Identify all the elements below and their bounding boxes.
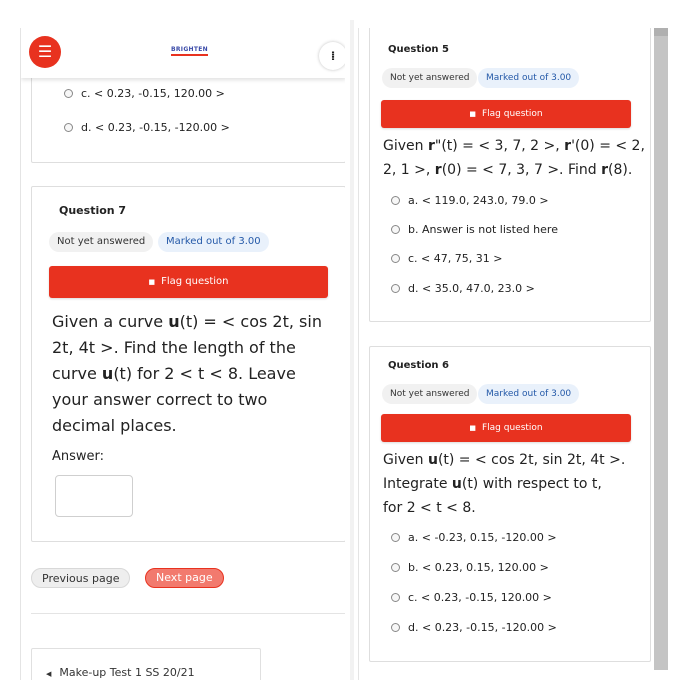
brand-logo: BRIGHTEN — [171, 46, 208, 56]
app-header — [21, 28, 345, 78]
flag-question-button[interactable] — [381, 100, 631, 128]
flag-icon: ■ — [148, 278, 156, 286]
answer-option-b[interactable] — [391, 561, 549, 574]
answer-option-d[interactable] — [391, 282, 535, 295]
answer-option-c[interactable] — [391, 252, 502, 265]
answer-option-a[interactable] — [391, 194, 549, 207]
menu-icon[interactable]: ☰ — [29, 36, 61, 68]
answer-option-c[interactable] — [64, 87, 225, 100]
answer-option-c[interactable] — [391, 591, 552, 604]
answer-label: Answer: — [52, 449, 105, 464]
question-title: Question 7 — [59, 204, 127, 217]
radio-icon[interactable] — [391, 593, 400, 602]
question-text: Given a curve u(t) = < cos 2t, sin 2t, 4t >. Find the length of the curve u(t) for 2 < t < 8. Leave your answer correct to two decimal places. — [52, 312, 322, 435]
scrollbar-thumb[interactable] — [654, 28, 668, 36]
answer-status-badge: Not yet answered — [49, 232, 153, 252]
answer-option-d[interactable] — [64, 121, 230, 134]
option-label: c. < 0.23, -0.15, 120.00 > — [408, 591, 552, 604]
drawer-toggle-icon[interactable]: ⁞ — [319, 42, 345, 70]
option-label: b. Answer is not listed here — [408, 223, 558, 236]
question-text: Given r"(t) = < 3, 7, 2 >, r'(0) = < 2, 2, 1 >, r(0) = < 7, 3, 7 >. Find r(8). — [383, 138, 645, 178]
question-title: Question 6 — [388, 360, 449, 371]
flag-question-button[interactable] — [49, 266, 328, 298]
answer-status-badge: Not yet answered — [382, 384, 477, 404]
radio-icon[interactable] — [64, 123, 73, 132]
flag-icon: ■ — [469, 424, 476, 432]
option-label: a. < -0.23, 0.15, -120.00 > — [408, 531, 557, 544]
flag-label: Flag question — [481, 109, 543, 119]
radio-icon[interactable] — [391, 623, 400, 632]
flag-label: Flag question — [161, 276, 229, 287]
radio-icon[interactable] — [64, 89, 73, 98]
previous-activity-label: Make-up Test 1 SS 20/21 — [59, 666, 195, 679]
option-label: a. < 119.0, 243.0, 79.0 > — [408, 194, 549, 207]
radio-icon[interactable] — [391, 254, 400, 263]
left-screenshot-panel — [20, 28, 345, 680]
radio-icon[interactable] — [391, 563, 400, 572]
divider — [31, 613, 345, 614]
question-7-card — [31, 186, 345, 542]
arrow-left-icon: ◀ — [46, 670, 52, 678]
panel-divider — [350, 20, 354, 680]
radio-icon[interactable] — [391, 225, 400, 234]
marks-badge: Marked out of 3.00 — [478, 68, 579, 88]
next-page-button[interactable]: Next page — [145, 568, 224, 588]
answer-option-d[interactable] — [391, 621, 557, 634]
flag-label: Flag question — [481, 423, 543, 433]
flag-icon: ■ — [469, 110, 476, 118]
option-label: d. < 0.23, -0.15, -120.00 > — [81, 121, 230, 134]
option-label: c. < 47, 75, 31 > — [408, 252, 503, 265]
option-label: b. < 0.23, 0.15, 120.00 > — [408, 561, 549, 574]
scrollbar[interactable] — [654, 28, 668, 670]
flag-question-button[interactable] — [381, 414, 631, 442]
radio-icon[interactable] — [391, 196, 400, 205]
answer-status-badge: Not yet answered — [382, 68, 477, 88]
answer-option-b[interactable] — [391, 223, 558, 236]
previous-page-button[interactable]: Previous page — [31, 568, 130, 588]
marks-badge: Marked out of 3.00 — [158, 232, 269, 252]
option-label: c. < 0.23, -0.15, 120.00 > — [81, 87, 225, 100]
answer-option-a[interactable] — [391, 531, 557, 544]
answer-input[interactable] — [55, 475, 133, 517]
question-text: Given u(t) = < cos 2t, sin 2t, 4t >. Integrate u(t) with respect to t, for 2 < t < 8. — [383, 452, 626, 516]
previous-activity-link[interactable] — [31, 648, 261, 680]
option-label: d. < 0.23, -0.15, -120.00 > — [408, 621, 557, 634]
question-title: Question 5 — [388, 44, 449, 55]
marks-badge: Marked out of 3.00 — [478, 384, 579, 404]
radio-icon[interactable] — [391, 533, 400, 542]
radio-icon[interactable] — [391, 284, 400, 293]
right-screenshot-panel — [358, 28, 670, 680]
option-label: d. < 35.0, 47.0, 23.0 > — [408, 282, 535, 295]
